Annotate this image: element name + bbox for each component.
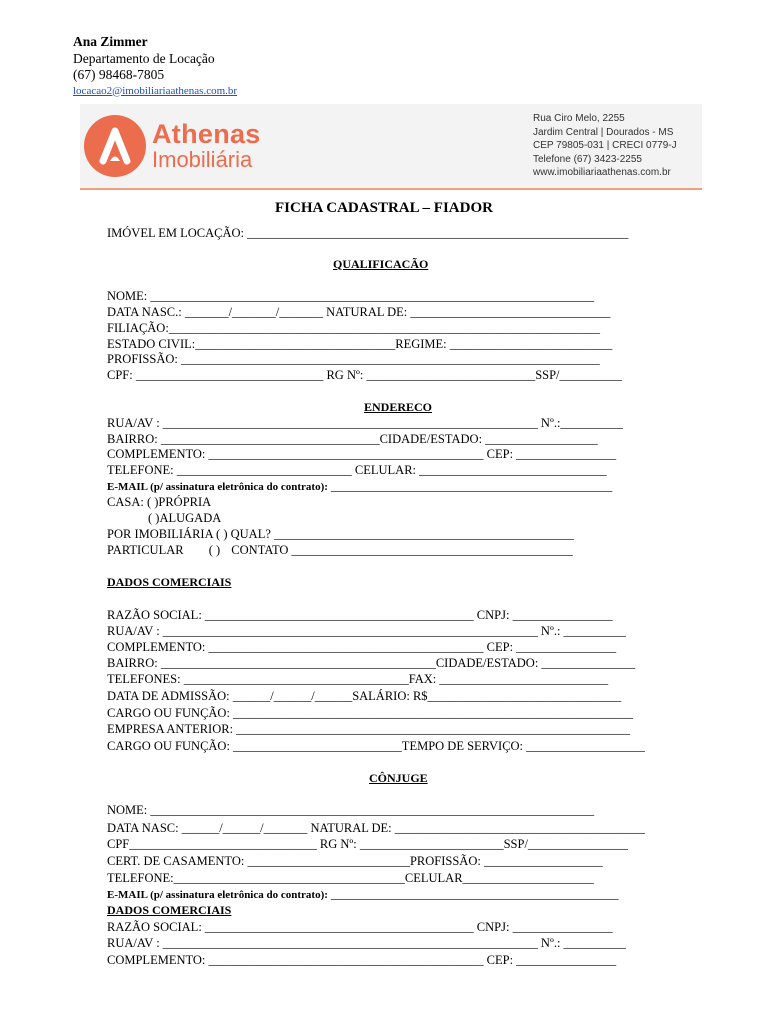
brand-line-1: Athenas xyxy=(152,119,261,149)
conjuge-email-label: E-MAIL (p/ assinatura eletrônica do contrato): xyxy=(107,889,328,901)
data-nasc-field[interactable]: DATA NASC.: _______/_______/_______ NATURAL DE: ________________________________ xyxy=(107,305,611,319)
email-field[interactable] xyxy=(107,479,612,494)
particular-label: PARTICULAR xyxy=(107,543,184,557)
empresa-anterior-field[interactable]: EMPRESA ANTERIOR: _______________________________________________________________ xyxy=(107,722,630,736)
cpf-rg-field[interactable]: CPF: ______________________________ RG Nº: ___________________________SSP/__________ xyxy=(107,368,623,382)
section-conjuge-heading: CÔNJUGE xyxy=(369,771,428,785)
address-district: Jardim Central | Dourados - MS xyxy=(533,126,674,138)
contact-department: Departamento de Locação xyxy=(73,50,215,66)
endereco-bairro-field[interactable]: BAIRRO: ___________________________________CIDADE/ESTADO: __________________ xyxy=(107,432,598,446)
section-conjuge-dados-comerciais-heading: DADOS COMERCIAIS xyxy=(107,903,232,917)
brand-name xyxy=(152,120,261,172)
cargo-funcao-field[interactable]: CARGO OU FUNÇÃO: ________________________________________________________________ xyxy=(107,706,634,720)
form-title: FICHA CADASTRAL – FIADOR xyxy=(275,200,493,216)
conjuge-email-field[interactable] xyxy=(107,887,619,902)
email-line[interactable]: _____________________________________________ xyxy=(331,479,613,493)
comercial-rua-field[interactable]: RUA/AV : ____________________________________________________________ Nº.: __________ xyxy=(107,624,627,638)
data-admissao-field[interactable]: DATA DE ADMISSÃO: ______/______/______SALÁRIO: R$_______________________________ xyxy=(107,689,622,703)
athenas-logo-icon xyxy=(83,114,147,178)
contact-block xyxy=(73,34,237,98)
contact-email-link[interactable]: locacao2@imobiliariaathenas.com.br xyxy=(73,84,238,97)
nome-field[interactable]: NOME: _______________________________________________________________________ xyxy=(107,289,595,303)
address-street: Rua Ciro Melo, 2255 xyxy=(533,113,625,124)
estado-civil-field[interactable]: ESTADO CIVIL:________________________________REGIME: __________________________ xyxy=(107,337,613,351)
cert-casamento-field[interactable]: CERT. DE CASAMENTO: __________________________PROFISSÃO: ___________________ xyxy=(107,854,603,868)
address-telephone: Telefone (67) 3423-2255 xyxy=(533,153,642,165)
conjuge-nome-field[interactable]: NOME: _______________________________________________________________________ xyxy=(107,803,595,817)
contact-name: Ana Zimmer xyxy=(73,34,148,49)
casa-propria-option[interactable]: CASA: ( )PRÓPRIA xyxy=(107,495,212,509)
conjuge-telefone-field[interactable]: TELEFONE:_____________________________________CELULAR_____________________ xyxy=(107,871,594,885)
section-qualificacao-heading: QUALIFICACÃO xyxy=(333,257,429,271)
email-label: E-MAIL (p/ assinatura eletrônica do contrato): xyxy=(107,481,328,493)
conjuge-razao-social-field[interactable]: RAZÃO SOCIAL: ___________________________________________ CNPJ: ________________ xyxy=(107,920,613,934)
razao-social-field[interactable]: RAZÃO SOCIAL: ___________________________________________ CNPJ: ________________ xyxy=(107,608,613,622)
endereco-telefone-field[interactable]: TELEFONE: ____________________________ CELULAR: ______________________________ xyxy=(107,463,607,477)
particular-checkbox[interactable]: ( ) xyxy=(208,543,221,557)
conjuge-complemento-field[interactable]: COMPLEMENTO: ____________________________________________ CEP: ________________ xyxy=(107,953,617,967)
particular-field[interactable] xyxy=(107,543,573,558)
filiacao-field[interactable]: FILIAÇÃO:_____________________________________________________________________ xyxy=(107,321,601,335)
letterhead-banner xyxy=(80,104,702,190)
casa-alugada-option[interactable]: ( )ALUGADA xyxy=(148,511,222,525)
brand-line-2: Imobiliária xyxy=(152,147,253,172)
conjuge-data-nasc-field[interactable]: DATA NASC: ______/______/_______ NATURAL DE: ________________________________________ xyxy=(107,821,645,835)
imobiliaria-field[interactable]: POR IMOBILIÁRIA ( ) QUAL? ________________________________________________ xyxy=(107,527,574,541)
section-dados-comerciais-heading: DADOS COMERCIAIS xyxy=(107,575,232,589)
conjuge-cpf-rg-field[interactable]: CPF______________________________ RG Nº: _______________________SSP/________________ xyxy=(107,837,628,851)
cargo-tempo-field[interactable]: CARGO OU FUNÇÃO: ___________________________TEMPO DE SERVIÇO: ___________________ xyxy=(107,739,645,753)
comercial-telefones-field[interactable]: TELEFONES: ____________________________________FAX: ___________________________ xyxy=(107,672,609,686)
section-endereco-heading: ENDERECO xyxy=(364,400,433,414)
comercial-complemento-field[interactable]: COMPLEMENTO: ____________________________________________ CEP: ________________ xyxy=(107,640,617,654)
imovel-field[interactable]: IMÓVEL EM LOCAÇÃO: _____________________________________________________________ xyxy=(107,226,629,240)
contact-phone: (67) 98468-7805 xyxy=(73,67,165,82)
conjuge-email-line[interactable]: ______________________________________________ xyxy=(331,887,619,901)
letterhead-address xyxy=(533,112,677,180)
endereco-rua-field[interactable]: RUA/AV : ____________________________________________________________ Nº.:__________ xyxy=(107,416,623,430)
conjuge-rua-field[interactable]: RUA/AV : ____________________________________________________________ Nº.: __________ xyxy=(107,936,627,950)
address-cep-creci: CEP 79805-031 | CRECI 0779-J xyxy=(533,140,677,151)
endereco-complemento-field[interactable]: COMPLEMENTO: ____________________________________________ CEP: ________________ xyxy=(107,447,617,461)
address-website: www.imobiliariaathenas.com.br xyxy=(533,167,671,178)
comercial-bairro-field[interactable]: BAIRRO: ____________________________________________CIDADE/ESTADO: _______________ xyxy=(107,656,636,670)
contato-field[interactable]: CONTATO _____________________________________________ xyxy=(231,543,573,557)
profissao-field[interactable]: PROFISSÃO: ___________________________________________________________________ xyxy=(107,352,600,366)
